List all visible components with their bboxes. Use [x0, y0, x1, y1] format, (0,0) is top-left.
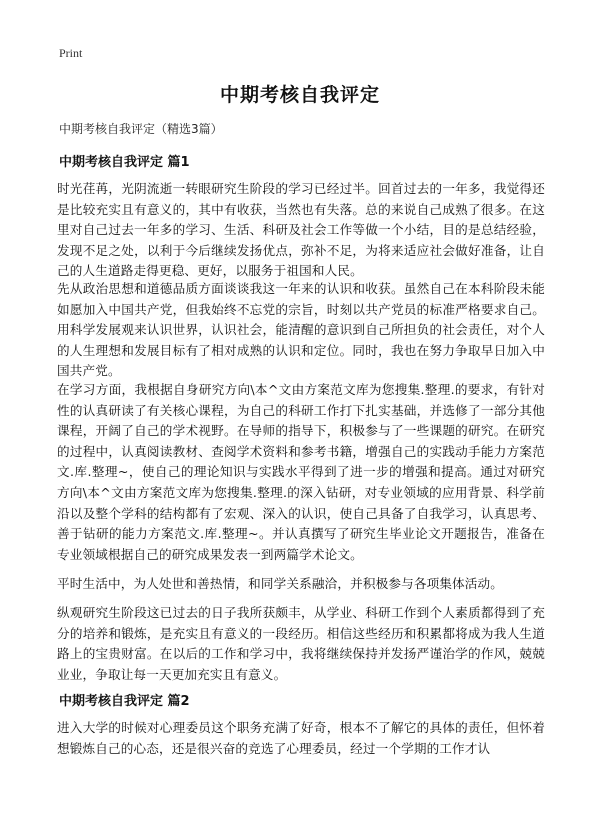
print-link[interactable]: Print	[59, 46, 83, 60]
document-subtitle: 中期考核自我评定（精选3篇）	[59, 122, 223, 136]
paragraph: 先从政治思想和道德品质方面谈谈我这一年来的认识和收获。虽然自己在本科阶段未能如愿加入中国共产党，但我始终不忘党的宗旨，时刻以共产党员的标准严格要求自己。用科学发展观来认识世界，认识社会，能清醒的意识到自己所担负的社会责任，对个人的人生理想和发展目标有了相对成熟的认识和定位。同时，我也在努力争取早日加入中国共产党。	[57, 281, 545, 379]
paragraph: 时光荏苒，光阴流逝一转眼研究生阶段的学习已经过半。回首过去的一年多，我觉得还是比较充实且有意义的，其中有收获，当然也有失落。总的来说自己成熟了很多。在这里对自己过去一年多的学习、生活、科研及社会工作等做一个小结，目的是总结经验，发现不足之处，以利于今后继续发扬优点，弥补不足，为将来适应社会做好准备，让自己的人生道路走得更稳、更好，以服务于祖国和人民。	[57, 181, 545, 279]
section-heading-2: 中期考核自我评定 篇2	[59, 694, 190, 709]
page-title: 中期考核自我评定	[219, 84, 380, 106]
section-heading-1: 中期考核自我评定 篇1	[59, 155, 190, 170]
paragraph: 进入大学的时候对心理委员这个职务充满了好奇，根本不了解它的具体的责任，但怀着想锻炼自己的心态，还是很兴奋的竞选了心理委员，经过一个学期的工作才认	[57, 720, 545, 756]
paragraph: 在学习方面，我根据自身研究方向\本^文由方案范文库为您搜集.整理.的要求，有针对性的认真研读了有关核心课程，为自己的科研工作打下扎实基础，并选修了一部分其他课程，开阔了自己的学术视野。在导师的指导下，积极参与了一些课题的研究。在研究的过程中，认真阅读教材、查阅学术资料和参考书籍，增强自己的实践动手能力方案范文.库.整理~，使自己的理论知识与实践水平得到了进一步的增强和提高。通过对研究方向\本^文由方案范文库为您搜集.整理.的深入钻研，对专业领域的应用背景、科学前沿以及整个学科的结构都有了宏观、深入的认识，使自己具备了自我学习，认真思考、善于钻研的能力方案范文.库.整理~。并认真撰写了研究生毕业论文开题报告，准备在专业领域根据自己的研究成果发表一到两篇学术论文。	[57, 382, 545, 562]
paragraph: 纵观研究生阶段这已过去的日子我所获颇丰，从学业、科研工作到个人素质都得到了充分的培养和锻炼，是充实且有意义的一段经历。相信这些经历和积累都将成为我人生道路上的宝贵财富。在以后的工作和学习中，我将继续保持并发扬严谨治学的作风，兢兢业业，争取让每一天更加充实且有意义。	[57, 605, 545, 682]
paragraph: 平时生活中，为人处世和善热情，和同学关系融洽，并积极参与各项集体活动。	[57, 576, 504, 591]
